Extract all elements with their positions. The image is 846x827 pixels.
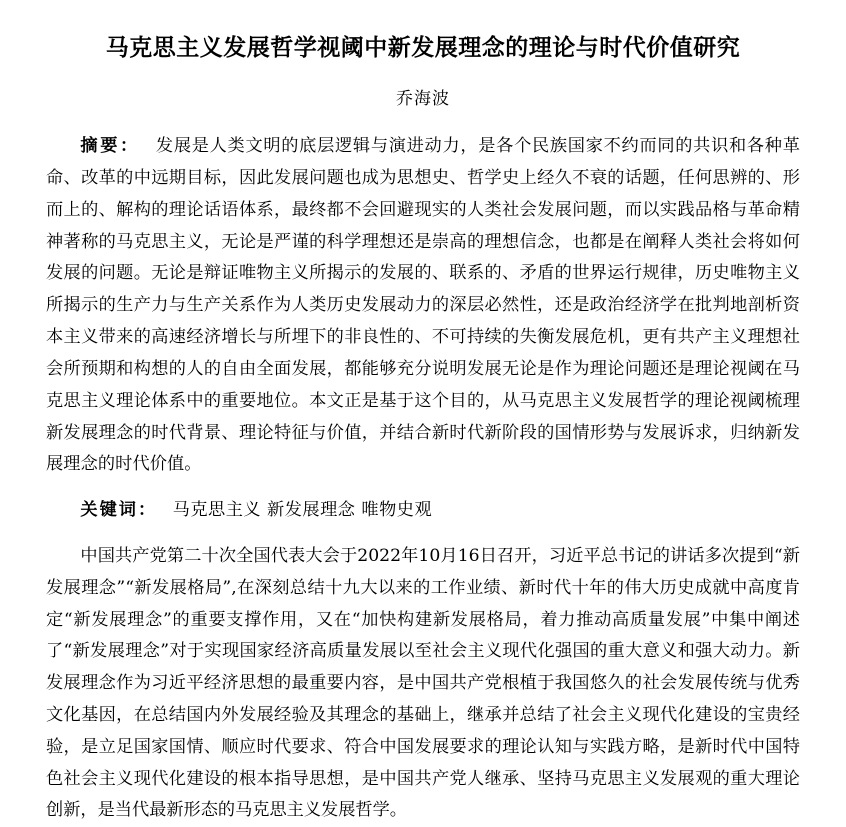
keywords-label: 关键词：	[80, 500, 158, 521]
abstract-section	[46, 131, 800, 481]
keywords-section	[46, 495, 800, 527]
body-paragraph-1: 中国共产党第二十次全国代表大会于2022年10月16日召开，习近平总书记的讲话多次提到“新发展理念”“新发展格局”,在深刻总结十九大以来的工作业绩、新时代十年的伟大历史成就中高度肯定“新发展理念”的重要支撑作用，又在“加快构建新发展格局，着力推动高质量发展”中集中阐述了“新发展理念”对于实现国家经济高质量发展以至社会主义现代化强国的重大意义和强大动力。新发展理念作为习近平经济思想的最重要内容，是中国共产党根植于我国悠久的社会发展传统与优秀文化基因，在总结国内外发展经验及其理念的基础上，继承并总结了社会主义现代化建设的宝贵经验，是立足国家国情、顺应时代要求、符合中国发展要求的理论认知与实践方略，是新时代中国特色社会主义现代化建设的根本指导思想，是中国共产党人继承、坚持马克思主义发展观的重大理论创新，是当代最新形态的马克思主义发展哲学。	[46, 545, 800, 821]
author-name: 乔海波	[396, 89, 450, 110]
abstract-label: 摘要：	[80, 136, 140, 157]
page-title: 马克思主义发展哲学视阈中新发展理念的理论与时代价值研究	[105, 34, 741, 61]
abstract-text: 发展是人类文明的底层逻辑与演进动力，是各个民族国家不约而同的共识和各种革命、改革的中远期目标，因此发展问题也成为思想史、哲学史上经久不衰的话题，任何思辨的、形而上的、解构的理论话语体系，最终都不会回避现实的人类社会发展问题，而以实践品格与革命精神著称的马克思主义，无论是严谨的科学理想还是崇高的理想信念，也都是在阐释人类社会将如何发展的问题。无论是辩证唯物主义所揭示的发展的、联系的、矛盾的世界运行规律，历史唯物主义所揭示的生产力与生产关系作为人类历史发展动力的深层必然性，还是政治经济学在批判地剖析资本主义带来的高速经济增长与所埋下的非良性的、不可持续的失衡发展危机，更有共产主义理想社会所预期和构想的人的自由全面发展，都能够充分说明发展无论是作为理论问题还是理论视阈在马克思主义理论体系中的重要地位。本文正是基于这个目的，从马克思主义发展哲学的理论视阈梳理新发展理念的时代背景、理论特征与价值，并结合新时代新阶段的国情形势与发展诉求，归纳新发展理念的时代价值。	[46, 136, 800, 475]
keywords-text: 马克思主义 新发展理念 唯物史观	[172, 500, 433, 521]
